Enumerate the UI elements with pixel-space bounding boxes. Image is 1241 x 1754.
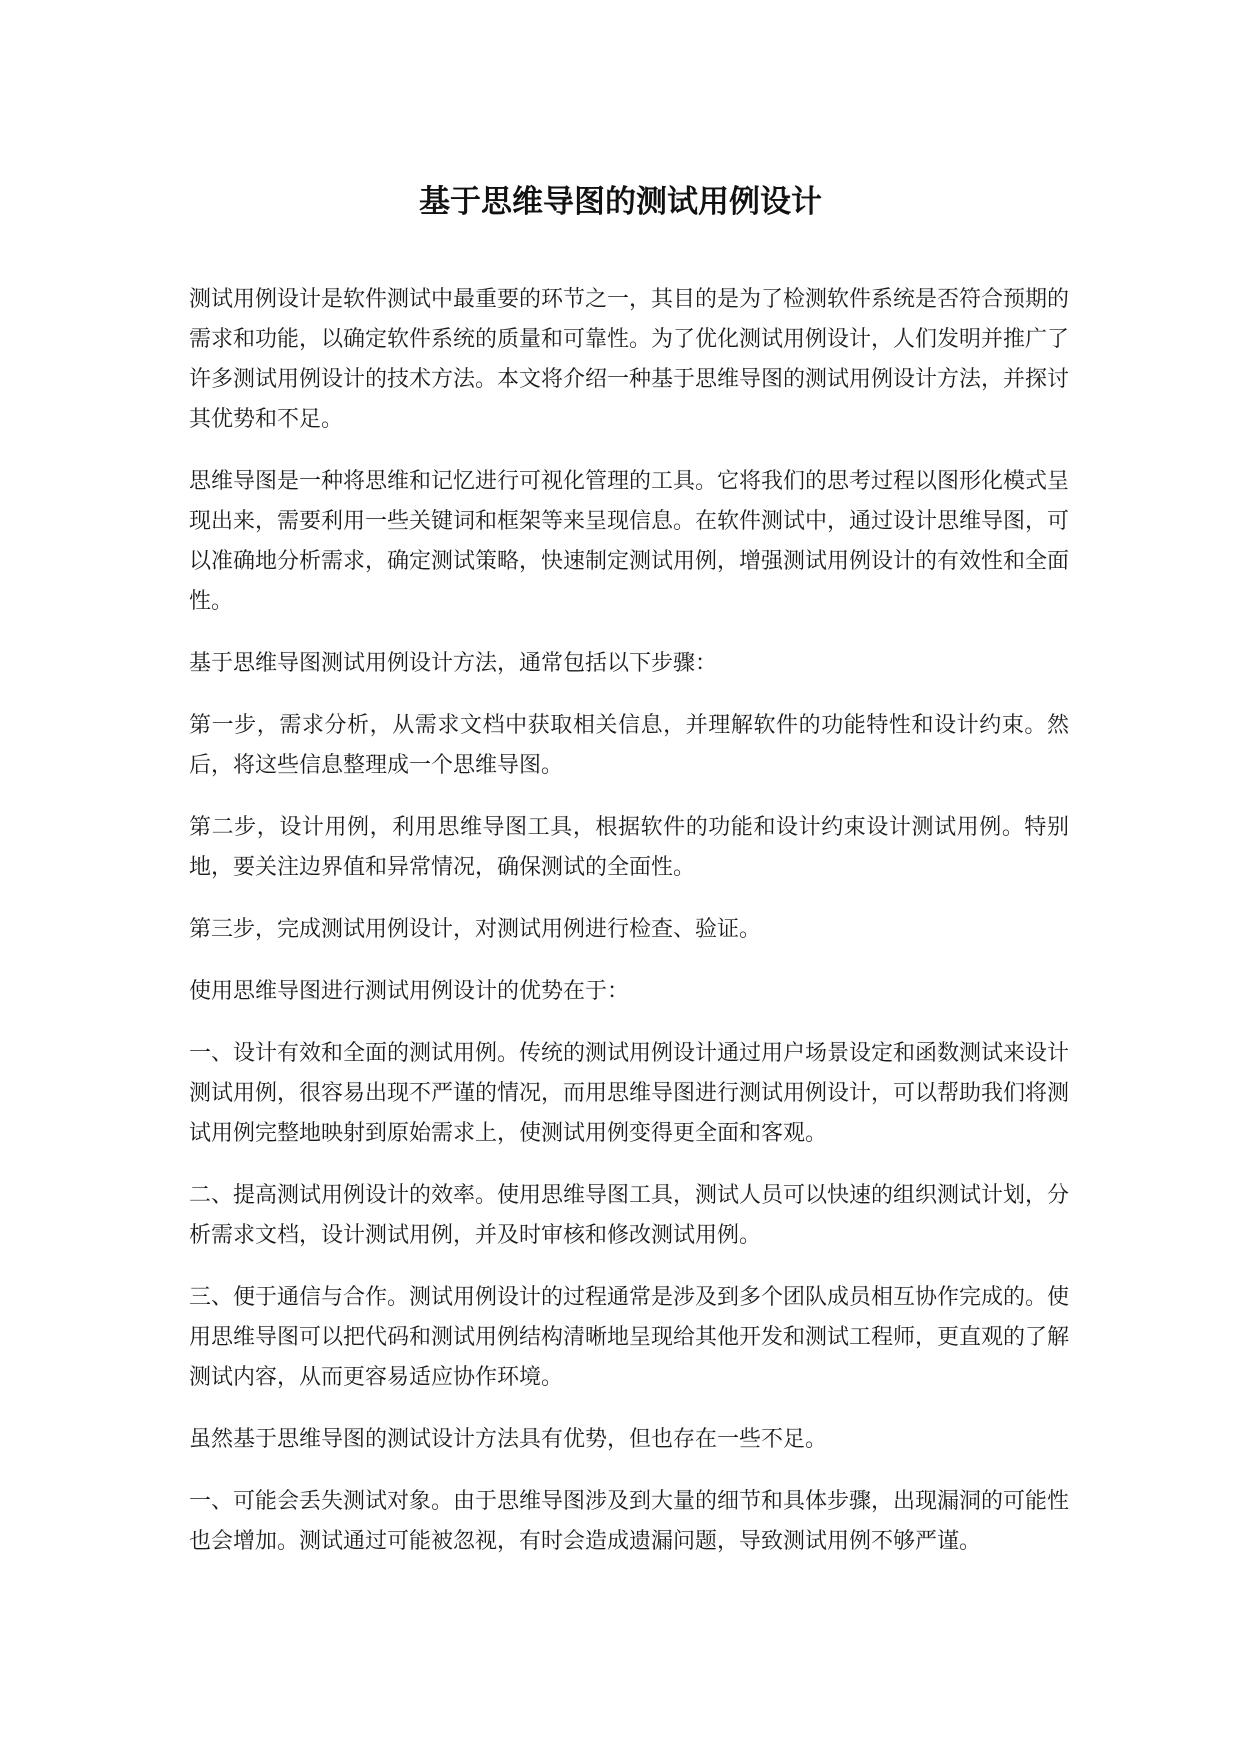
paragraph-mindmap-definition: 思维导图是一种将思维和记忆进行可视化管理的工具。它将我们的思考过程以图形化模式呈现出来，需要利用一些关键词和框架等来呈现信息。在软件测试中，通过设计思维导图，可以准确地分析需求，确定测试策略，快速制定测试用例，增强测试用例设计的有效性和全面性。	[189, 469, 1070, 614]
paragraph-step-2: 第二步，设计用例，利用思维导图工具，根据软件的功能和设计约束设计测试用例。特别地，要关注边界值和异常情况，确保测试的全面性。	[189, 815, 1069, 880]
paragraph-advantage-3: 三、便于通信与合作。测试用例设计的过程通常是涉及到多个团队成员相互协作完成的。使用思维导图可以把代码和测试用例结构清晰地呈现给其他开发和测试工程师，更直观的了解测试内容，从而更容易适应协作环境。	[189, 1285, 1070, 1390]
paragraph-shortcomings-intro: 虽然基于思维导图的测试设计方法具有优势，但也存在一些不足。	[189, 1427, 828, 1452]
document-body	[189, 280, 1069, 1584]
paragraph-advantages-intro: 使用思维导图进行测试用例设计的优势在于：	[189, 979, 630, 1004]
paragraph-advantage-2: 二、提高测试用例设计的效率。使用思维导图工具，测试人员可以快速的组织测试计划，分析需求文档，设计测试用例，并及时审核和修改测试用例。	[189, 1183, 1070, 1248]
document-title: 基于思维导图的测试用例设计	[419, 184, 822, 220]
paragraph-shortcoming-1: 一、可能会丢失测试对象。由于思维导图涉及到大量的细节和具体步骤，出现漏洞的可能性也会增加。测试通过可能被忽视，有时会造成遗漏问题，导致测试用例不够严谨。	[189, 1489, 1070, 1554]
paragraph-intro: 测试用例设计是软件测试中最重要的环节之一，其目的是为了检测软件系统是否符合预期的需求和功能，以确定软件系统的质量和可靠性。为了优化测试用例设计，人们发明并推广了许多测试用例设计的技术方法。本文将介绍一种基于思维导图的测试用例设计方法，并探讨其优势和不足。	[189, 287, 1070, 432]
paragraph-step-3: 第三步，完成测试用例设计，对测试用例进行检查、验证。	[189, 917, 762, 942]
paragraph-step-1: 第一步，需求分析，从需求文档中获取相关信息，并理解软件的功能特性和设计约束。然后，将这些信息整理成一个思维导图。	[189, 713, 1069, 778]
paragraph-advantage-1: 一、设计有效和全面的测试用例。传统的测试用例设计通过用户场景设定和函数测试来设计测试用例，很容易出现不严谨的情况，而用思维导图进行测试用例设计，可以帮助我们将测试用例完整地映射到原始需求上，使测试用例变得更全面和客观。	[189, 1041, 1070, 1146]
paragraph-steps-intro: 基于思维导图测试用例设计方法，通常包括以下步骤：	[189, 651, 718, 676]
